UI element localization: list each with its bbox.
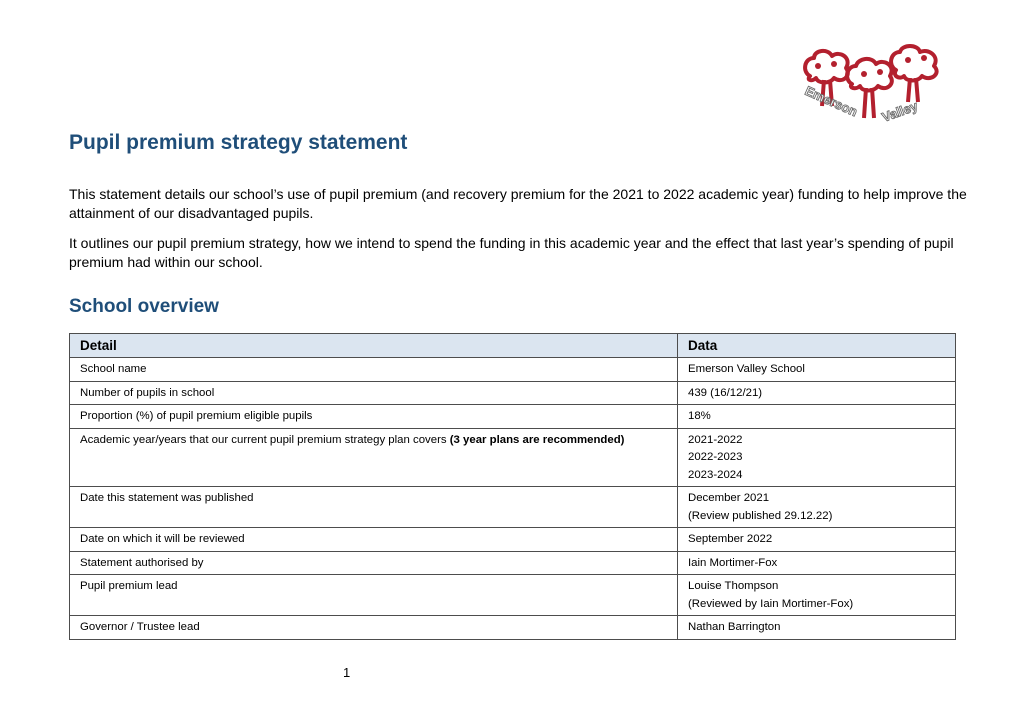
page-title: Pupil premium strategy statement bbox=[69, 131, 408, 154]
row-data bbox=[678, 528, 956, 552]
table-row bbox=[70, 551, 956, 575]
data-line: 2023-2024 bbox=[688, 468, 743, 481]
data-line: 2022-2023 bbox=[688, 451, 743, 463]
table-row bbox=[70, 358, 956, 382]
page-number: 1 bbox=[343, 665, 351, 680]
table-row bbox=[70, 405, 956, 429]
row-detail: Governor / Trustee lead bbox=[70, 616, 678, 640]
logo-text-emerson: Emerson bbox=[802, 83, 860, 120]
data-line: 439 (16/12/21) bbox=[688, 386, 763, 399]
table-header-row bbox=[70, 334, 956, 358]
data-line: September 2022 bbox=[688, 533, 773, 545]
row-data bbox=[678, 575, 956, 616]
table-row bbox=[70, 487, 956, 528]
data-line: Iain Mortimer-Fox bbox=[688, 556, 778, 569]
header-detail: Detail bbox=[70, 334, 678, 358]
row-detail-text: Academic year/years that our current pupil premium strategy plan covers bbox=[80, 433, 450, 446]
data-line: December 2021 bbox=[688, 492, 770, 504]
school-overview-table bbox=[69, 333, 956, 640]
intro-paragraph-2: It outlines our pupil premium strategy, how we intend to spend the funding in this academic year and the effect that last year’s spending of pupil premium had within our school. bbox=[69, 235, 954, 270]
row-detail bbox=[70, 428, 678, 487]
header-data: Data bbox=[678, 334, 956, 358]
intro-paragraph-1: This statement details our school’s use of pupil premium (and recovery premium for the 2021 to 2022 academic year) funding to help improve the attainment of our disadvantaged pupils. bbox=[69, 186, 967, 221]
row-detail: Pupil premium lead bbox=[70, 575, 678, 616]
row-data bbox=[678, 405, 956, 429]
row-detail: Date on which it will be reviewed bbox=[70, 528, 678, 552]
data-line: 2021-2022 bbox=[688, 433, 743, 446]
table-row bbox=[70, 428, 956, 487]
row-data bbox=[678, 551, 956, 575]
data-line: Nathan Barrington bbox=[688, 621, 781, 633]
row-detail: School name bbox=[70, 358, 678, 382]
row-detail: Date this statement was published bbox=[70, 487, 678, 528]
row-data bbox=[678, 381, 956, 405]
row-detail: Proportion (%) of pupil premium eligible pupils bbox=[70, 405, 678, 429]
table-row bbox=[70, 616, 956, 640]
row-data bbox=[678, 616, 956, 640]
row-data bbox=[678, 487, 956, 528]
table-row bbox=[70, 381, 956, 405]
data-line: Emerson Valley School bbox=[688, 363, 805, 375]
school-logo bbox=[800, 44, 946, 130]
data-line: (Reviewed by Iain Mortimer-Fox) bbox=[688, 597, 854, 610]
section-title-school-overview: School overview bbox=[69, 296, 219, 317]
row-data bbox=[678, 358, 956, 382]
table-row bbox=[70, 528, 956, 552]
row-data bbox=[678, 428, 956, 487]
data-line: (Review published 29.12.22) bbox=[688, 509, 833, 522]
tree-logo-icon bbox=[800, 44, 946, 130]
data-line: Louise Thompson bbox=[688, 580, 779, 592]
logo-text-valley: Valley bbox=[879, 98, 920, 125]
data-line: 18% bbox=[688, 410, 711, 422]
row-detail-bold-note: (3 year plans are recommended) bbox=[449, 433, 625, 446]
row-detail: Statement authorised by bbox=[70, 551, 678, 575]
row-detail: Number of pupils in school bbox=[70, 381, 678, 405]
table-row bbox=[70, 575, 956, 616]
